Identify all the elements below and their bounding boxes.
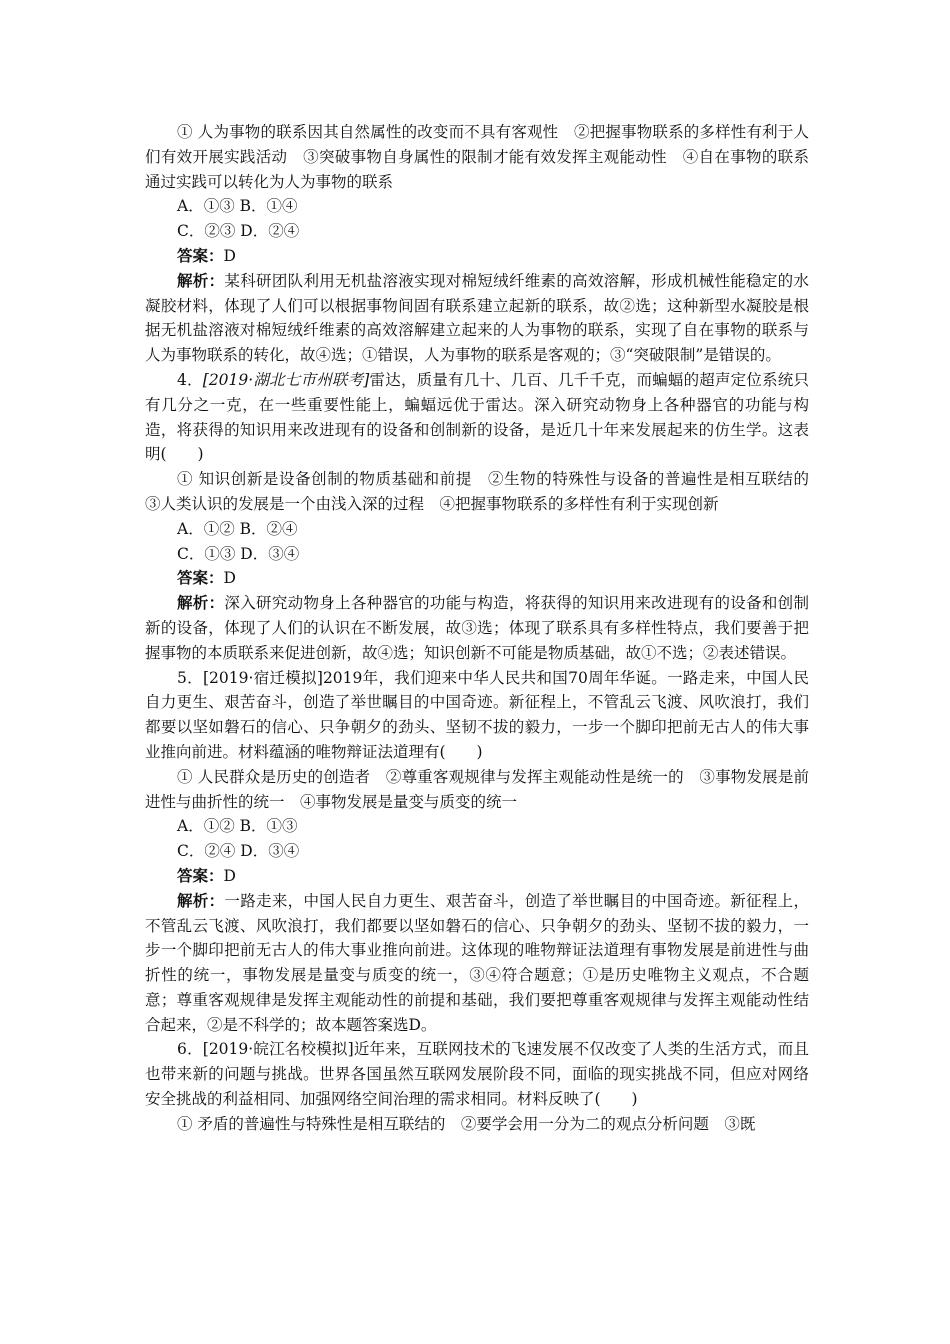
q4-stem <box>145 368 809 467</box>
question-source: [2019·宿迁模拟] <box>202 668 323 687</box>
question-stem-text: 近年来，互联网技术的飞速发展不仅改变了人类的生活方式，而且也带来新的问题与挑战。世界各国虽然互联网发展阶段不同，面临的现实挑战不同，但应对网络安全挑战的利益相同、加强网络空间治理的需求相同。材料反映了( ) <box>145 1040 809 1109</box>
q4-statements: ① 知识创新是设备创制的物质基础和前提 ②生物的特殊性与设备的普遍性是相互联结的 ③人类认识的发展是一个由浅入深的过程 ④把握事物联系的多样性有利于实现创新 <box>145 470 825 513</box>
answer-value: D <box>223 246 236 265</box>
q5-statements: ① 人民群众是历史的创造者 ②尊重客观规律与发挥主观能动性是统一的 ③事物发展是前进性与曲折性的统一 ④事物发展是量变与质变的统一 <box>145 767 809 811</box>
question-stem-text: 雷达，质量有几十、几百、几千千克，而蝙蝠的超声定位系统只有几分之一克，在一些重要性能上，蝙蝠远优于雷达。深入研究动物身上各种器官的功能与构造，将获得的知识用来改进现有的设备和创制新的设备，是近几十年来发展起来的仿生学。这表明( ) <box>145 370 809 464</box>
analysis-label: 解析： <box>177 593 225 613</box>
q4-answer <box>145 566 809 591</box>
q5-analysis <box>145 889 809 1038</box>
q5-stem <box>145 666 809 765</box>
analysis-label: 解析： <box>177 890 225 910</box>
answer-label: 答案： <box>177 245 224 265</box>
q5-options-ab: A．①② B．①③ <box>177 817 298 836</box>
answer-value: D <box>223 866 236 885</box>
q5-options-cd: C．②④ D．③④ <box>177 842 300 861</box>
q3-statements: ① 人为事物的联系因其自然属性的改变而不具有客观性 ②把握事物联系的多样性有利于人们有效开展实践活动 ③突破事物自身属性的限制才能有效发挥主观能动性 ④自在事物的联系通过实践可以转化为人为事物的联系 <box>145 123 809 191</box>
q6-statements: ① 矛盾的普遍性与特殊性是相互联结的 ②要学会用一分为二的观点分析问题 ③既 <box>177 1114 756 1133</box>
q3-options-ab: A．①③ B．①④ <box>177 197 298 216</box>
answer-label: 答案： <box>177 568 224 588</box>
q4-options-ab: A．①② B．②④ <box>177 519 298 538</box>
q3-options-cd: C．②③ D．②④ <box>177 222 300 241</box>
q4-analysis <box>145 591 809 665</box>
analysis-text: 某科研团队利用无机盐溶液实现对棉短绒纤维素的高效溶解，形成机械性能稳定的水凝胶材料，体现了人们可以根据事物间固有联系建立起新的联系，故②选；这种新型水凝胶是根据无机盐溶液对棉短绒纤维素的高效溶解建立起来的人为事物的联系，实现了自在事物的联系与人为事物联系的转化，故④选；①错误，人为事物的联系是客观的；③“突破限制”是错误的。 <box>145 271 809 365</box>
analysis-text: 深入研究动物身上各种器官的功能与构造，将获得的知识用来改进现有的设备和创制新的设备，体现了人们的认识在不断发展，故③选；体现了联系具有多样性特点，我们要善于把握事物的本质联系来促进创新，故④选；知识创新不可能是物质基础，故①不选；②表述错误。 <box>145 594 809 662</box>
question-source: [2019·湖北七市州联考] <box>202 370 370 389</box>
question-number: 4． <box>177 370 203 389</box>
q4-options-cd: C．①③ D．③④ <box>177 544 300 563</box>
document-page <box>145 120 825 1137</box>
q3-answer <box>145 244 809 269</box>
analysis-text: 一路走来，中国人民自力更生、艰苦奋斗，创造了举世瞩目的中国奇迹。新征程上，不管乱云飞渡、风吹浪打，我们都要以坚如磐石的信心、只争朝夕的劲头、坚韧不拔的毅力，一步一个脚印把前无古人的伟大事业推向前进。这体现的唯物辩证法道理有事物发展是前进性与曲折性的统一，事物发展是量变与质变的统一，③④符合题意；①是历史唯物主义观点，不合题意；尊重客观规律是发挥主观能动性的前提和基础，我们要把尊重客观规律与发挥主观能动性结合起来，②是不科学的；故本题答案选D。 <box>145 891 809 1034</box>
question-stem-text: 2019年，我们迎来中华人民共和国70周年华诞。一路走来，中国人民自力更生、艰苦奋斗，创造了举世瞩目的中国奇迹。新征程上，不管乱云飞渡、风吹浪打，我们都要以坚如磐石的信心、只争朝夕的劲头、坚韧不拔的毅力，一步一个脚印把前无古人的伟大事业推向前进。材料蕴涵的唯物辩证法道理有( ) <box>145 668 809 761</box>
answer-label: 答案： <box>177 865 224 885</box>
question-number: 6． <box>177 1040 203 1059</box>
analysis-label: 解析： <box>177 270 225 290</box>
answer-value: D <box>223 569 236 588</box>
q5-answer <box>145 864 809 889</box>
question-source: [2019·皖江名校模拟] <box>202 1040 354 1059</box>
question-number: 5． <box>177 668 203 687</box>
q6-stem <box>145 1037 809 1111</box>
q3-analysis <box>145 269 809 368</box>
